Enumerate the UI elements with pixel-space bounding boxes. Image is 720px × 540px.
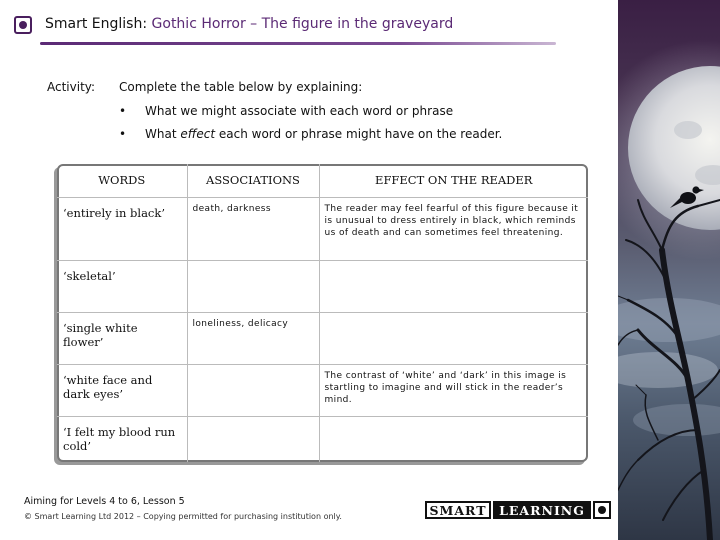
- words-table: [57, 164, 588, 462]
- effect-cell[interactable]: The contrast of ‘white’ and ‘dark’ in this image is startling to imagine and will stick in the reader’s mind.: [319, 364, 588, 416]
- bullet-emphasis: effect: [180, 127, 216, 141]
- effect-cell[interactable]: [319, 312, 588, 364]
- bullet-text-end: each word or phrase might have on the reader.: [215, 127, 503, 141]
- table-row: [57, 416, 588, 462]
- effect-cell[interactable]: [319, 260, 588, 312]
- page-title: [45, 16, 453, 32]
- activity-bullet: [119, 104, 453, 118]
- logo-smart: SMART: [425, 501, 491, 519]
- logo-learning: LEARNING: [493, 501, 591, 519]
- effect-cell[interactable]: The reader may feel fearful of this figure because it is unusual to dress entirely in black, which reminds us of death and can sometimes feel threatening.: [319, 197, 588, 260]
- effect-cell[interactable]: [319, 416, 588, 462]
- bullet-marker: •: [119, 104, 127, 118]
- word-cell: ‘entirely in black’: [57, 197, 187, 260]
- night-scene-art: [618, 0, 720, 540]
- table-header-row: [57, 164, 588, 197]
- word-cell: ‘skeletal’: [57, 260, 187, 312]
- associations-cell[interactable]: [187, 364, 319, 416]
- header-words: WORDS: [57, 164, 187, 197]
- bullet-text: What: [145, 127, 181, 141]
- activity-label: Activity:: [47, 80, 96, 94]
- copyright-symbol: ©: [24, 512, 32, 521]
- header-associations: ASSOCIATIONS: [187, 164, 319, 197]
- brand-icon: [14, 16, 32, 34]
- associations-cell[interactable]: death, darkness: [187, 197, 319, 260]
- copyright-notice: [24, 512, 342, 521]
- activity-instruction: Complete the table below by explaining:: [119, 80, 363, 94]
- header-effect: EFFECT ON THE READER: [319, 164, 588, 197]
- title-topic: Gothic Horror – The figure in the graveyard: [151, 16, 454, 32]
- target-square-icon: [593, 501, 611, 519]
- word-cell: ‘single white flower’: [57, 312, 187, 364]
- table-row: [57, 197, 588, 260]
- bullet-text: What we might associate with each word or phrase: [145, 104, 454, 118]
- table-row: [57, 260, 588, 312]
- associations-cell[interactable]: [187, 416, 319, 462]
- copyright-text: Smart Learning Ltd 2012 – Copying permitted for purchasing institution only.: [34, 512, 342, 521]
- title-brand: Smart English:: [45, 16, 148, 32]
- table-row: [57, 312, 588, 364]
- bullet-marker: •: [119, 127, 127, 141]
- word-cell: ‘white face and dark eyes’: [57, 364, 187, 416]
- associations-cell[interactable]: loneliness, delicacy: [187, 312, 319, 364]
- level-info: Aiming for Levels 4 to 6, Lesson 5: [24, 496, 185, 507]
- smart-learning-logo: [425, 500, 611, 520]
- word-cell: ‘I felt my blood run cold’: [57, 416, 187, 462]
- table-row: [57, 364, 588, 416]
- graveyard-night-image: [618, 0, 720, 540]
- activity-bullet: [119, 127, 502, 141]
- header-divider: [40, 42, 556, 45]
- associations-cell[interactable]: [187, 260, 319, 312]
- worksheet-table: [57, 164, 588, 462]
